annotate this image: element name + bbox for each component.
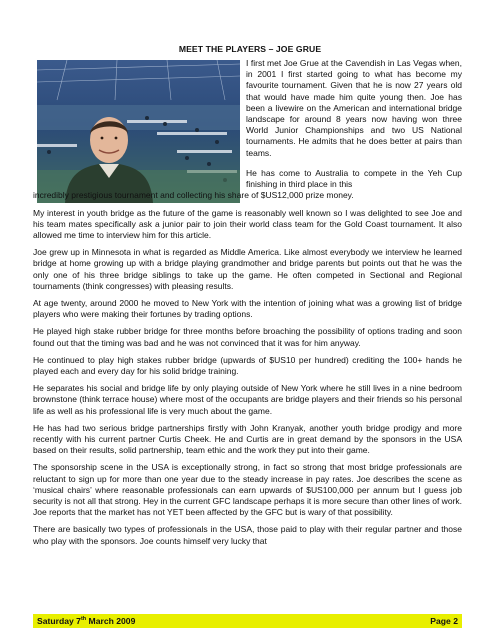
- article-body: [33, 168, 462, 553]
- article-title: MEET THE PLAYERS – JOE GRUE: [178, 44, 322, 54]
- footer-page-number: Page 2: [430, 616, 458, 626]
- body-paragraph: At age twenty, around 2000 he moved to New York with the intention of joining what was a growing list of bridge players who were making their fortunes by trading options.: [33, 298, 462, 320]
- body-paragraph: He continued to play high stakes rubber bridge (upwards of $US10 per hundred) crediting the 100+ hands he played each and every day for his solid bridge training.: [33, 354, 462, 377]
- body-paragraph: My interest in youth bridge as the future of the game is reasonably well known so I was delighted to see Joe and his team mates specifically ask a junior pair to join their world class team for the Gold Coast tournament. It also allowed me time to interview him for this article.: [33, 207, 462, 241]
- intro-paragraph: I first met Joe Grue at the Cavendish in Las Vegas when, in 2001 I first started going to what has become my favourite tournament. Given that he is now 27 years old that would have made him quite young then. Joe has been a livewire on the American and international bridge landscape for around 8 years now having won three World Junior Championships and two US National tournaments. He admits that he does better at pairs than teams.: [246, 58, 462, 158]
- footer-date-rest: March 2009: [86, 616, 136, 626]
- yeh-cup-end: incredibly prestigious tournament and collecting his share of $US12,000 prize money.: [33, 190, 354, 201]
- page-footer: [33, 614, 462, 628]
- body-paragraph: He separates his social and bridge life by only playing outside of New York where he still lives in a nine bedroom brownstone (think terrace house) where most of the occupants are bridge players and their friends so his personal life as well as his professional life is very much about the game.: [33, 383, 462, 416]
- body-paragraph: He played high stake rubber bridge for three months before broaching the possibility of options trading and soon found out that the timing was bad and he was not convinced that it was for him anyway.: [33, 326, 462, 348]
- footer-date-day: Saturday 7: [37, 616, 81, 626]
- body-paragraph: Joe grew up in Minnesota in what is regarded as Middle America. Like almost everybody we interview he learned bridge at home growing up with a bridge playing grandmother and bridge parents but points out that he was the only one of his three bridge siblings to take up the game. He often competed in Sectional and Regional tournaments (think congresses) with pleasing results.: [33, 247, 462, 291]
- body-paragraph: There are basically two types of professionals in the USA, those paid to play with their regular partner and those who play with the sponsors. Joe counts himself very lucky that: [33, 524, 462, 546]
- yeh-cup-start: He has come to Australia to compete in the Yeh Cup finishing in third place in this: [246, 168, 462, 190]
- body-paragraph: The sponsorship scene in the USA is exceptionally strong, in fact so strong that most bridge professionals are reluctant to sign up for more than one year due to the steady increase in pay rates. Joe describes the scene as ‘musical chairs’ where reasonable professionals can earn upwards of $US100,000 per annum but I guess job security is not all that strong. Hey in the current GFC landscape perhaps it is more secure than other lines of work. Joe reports that the market has not YET been affected by the GFC but is wary of that possibility.: [33, 462, 462, 518]
- footer-date-suffix: th: [80, 616, 87, 623]
- footer-date: [37, 616, 135, 626]
- intro-column: [246, 58, 462, 164]
- body-paragraph: He has had two serious bridge partnerships firstly with John Kranyak, another youth bridge prodigy and more recently with his current partner Curtis Cheek. He and Curtis are in great demand by the sponsors in the USA based on their results, solid partnership, team ethic and the work they put into their game.: [33, 422, 462, 456]
- yeh-cup-paragraph: [33, 168, 462, 202]
